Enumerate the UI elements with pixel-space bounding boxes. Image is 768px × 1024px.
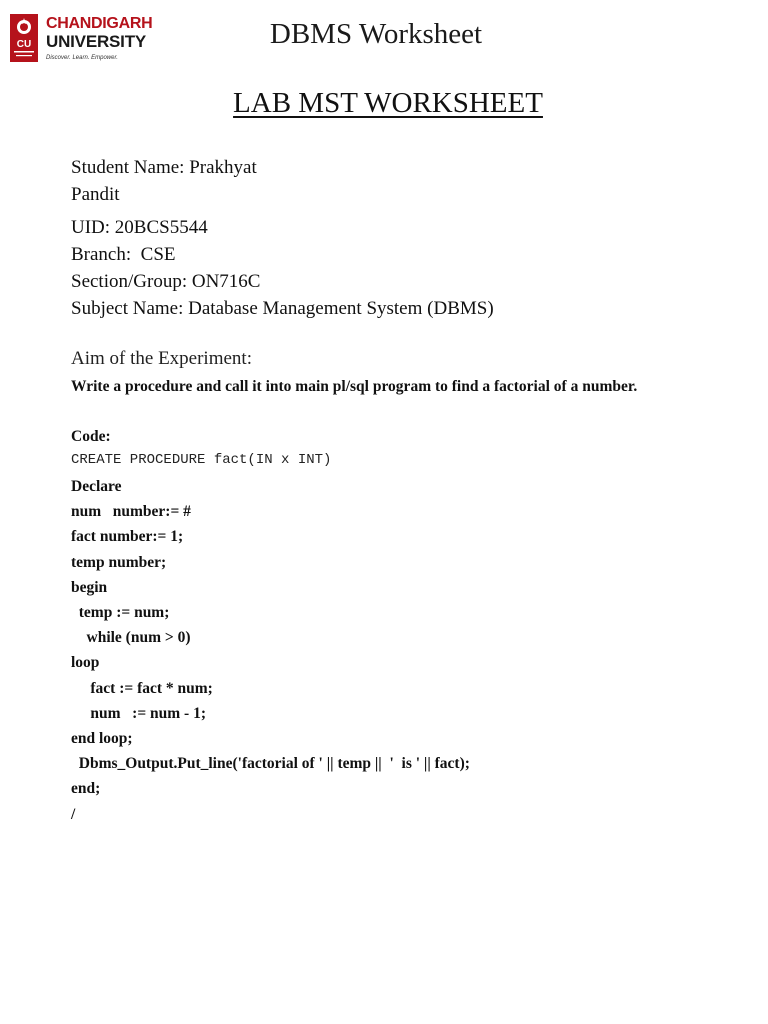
code-line: num number:= #	[71, 503, 191, 521]
header-title: DBMS Worksheet	[269, 18, 483, 50]
code-line: loop	[71, 654, 100, 672]
document-title: LAB MST WORKSHEET	[233, 87, 543, 119]
logo-tagline: Discover. Learn. Empower.	[46, 55, 118, 61]
subject-line: Subject Name: Database Management System (DBMS)	[71, 298, 494, 319]
code-line: begin	[71, 578, 108, 596]
code-line: num := num - 1;	[71, 704, 206, 722]
aim-text: Write a procedure and call it into main pl/sql program to find a factorial of a number.	[71, 378, 638, 395]
section-line: Section/Group: ON716C	[71, 271, 261, 292]
logo-line-chandigarh: CHANDIGARH	[46, 15, 153, 32]
code-first-line: CREATE PROCEDURE fact(IN x INT)	[71, 452, 332, 468]
branch-line: Branch: CSE	[71, 244, 176, 265]
code-line: end;	[71, 780, 101, 798]
student-name	[71, 154, 257, 208]
code-line: temp number;	[71, 553, 167, 571]
code-line: temp := num;	[71, 604, 170, 622]
code-line: fact := fact * num;	[71, 679, 213, 697]
student-name-line-1: Student Name: Prakhyat	[71, 157, 257, 178]
code-line: /	[71, 805, 76, 823]
aim-heading: Aim of the Experiment:	[71, 348, 252, 369]
student-name-line-2: Pandit	[71, 184, 120, 205]
code-label: Code:	[71, 428, 111, 445]
code-line: while (num > 0)	[71, 629, 191, 647]
code-line: Declare	[71, 478, 122, 495]
logo-line-university: UNIVERSITY	[46, 32, 147, 51]
code-line: Dbms_Output.Put_line('factorial of ' || temp || ' is ' || fact);	[71, 755, 470, 773]
code-line: fact number:= 1;	[71, 528, 184, 546]
svg-text:CU: CU	[16, 39, 32, 50]
student-details	[71, 214, 494, 322]
uid-line: UID: 20BCS5544	[71, 217, 208, 238]
code-line: end loop;	[71, 730, 133, 748]
code-block	[71, 474, 470, 827]
